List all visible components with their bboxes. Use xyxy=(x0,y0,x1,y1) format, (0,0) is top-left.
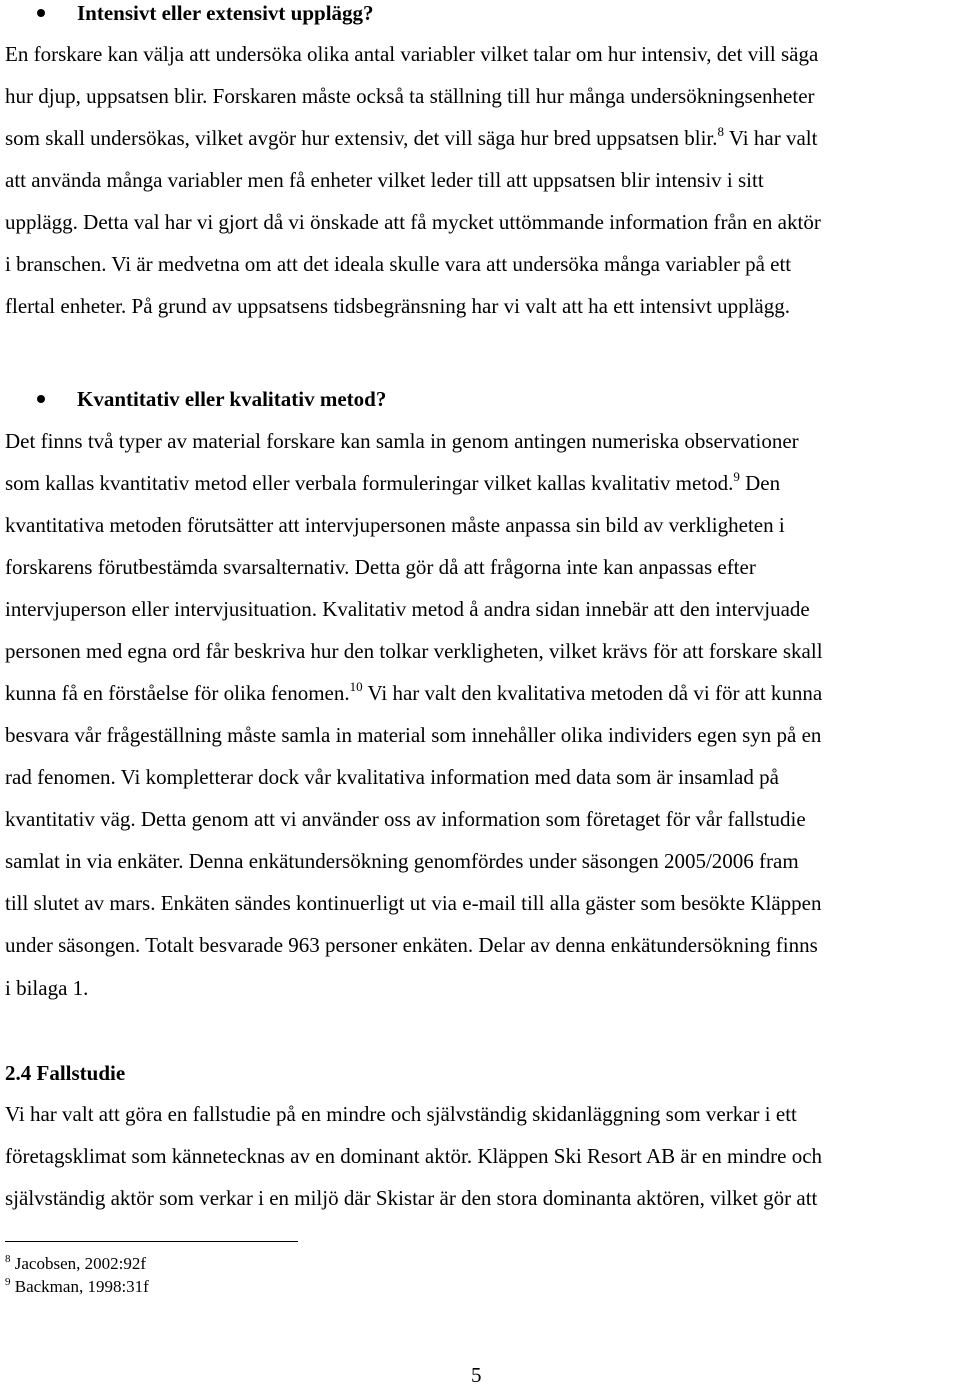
paragraph-line: personen med egna ord får beskriva hur den tolkar verkligheten, vilket krävs för att forskare skall xyxy=(5,639,823,663)
page-number: 5 xyxy=(471,1363,482,1387)
footnote-8: $^8$ Jacobsen, 2002:92f xyxy=(5,1253,147,1273)
paragraph-line: kunna få en förståelse för olika fenomen.$^{10}$ Vi har valt den kvalitativa metoden då vi för att kunna xyxy=(5,679,823,705)
paragraph-line: En forskare kan välja att undersöka olika antal variabler vilket talar om hur intensiv, det vill säga xyxy=(5,42,819,66)
bullet-icon xyxy=(37,395,45,403)
paragraph-line: Det finns två typer av material forskare kan samla in genom antingen numeriska observationer xyxy=(5,429,799,453)
paragraph-line: besvara vår frågeställning måste samla in material som innehåller olika individers egen syn på en xyxy=(5,723,822,747)
paragraph-line: upplägg. Detta val har vi gjort då vi önskade att få mycket uttömmande information från en aktör xyxy=(5,210,821,234)
paragraph-line: i bilaga 1. xyxy=(5,976,89,1000)
paragraph-line: kvantitativ väg. Detta genom att vi använder oss av information som företaget för vår fallstudie xyxy=(5,807,806,831)
paragraph-line: hur djup, uppsatsen blir. Forskaren måste också ta ställning till hur många undersökningsenheter xyxy=(5,84,815,108)
paragraph-line: till slutet av mars. Enkäten sändes kontinuerligt ut via e-mail till alla gäster som besökte Kläppen xyxy=(5,891,822,915)
paragraph-line: självständig aktör som verkar i en miljö där Skistar är den stora dominanta aktören, vilket gör att xyxy=(5,1186,818,1210)
footnote-ref-10: 10 xyxy=(349,679,363,694)
bullet-icon xyxy=(37,9,45,17)
paragraph-line: som kallas kvantitativ metod eller verbala formuleringar vilket kallas kvalitativ metod.$^9$ Den xyxy=(5,469,781,495)
paragraph-line: att använda många variabler men få enheter vilket leder till att uppsatsen blir intensiv i sitt xyxy=(5,168,764,192)
section-heading-intensive: Intensivt eller extensivt upplägg? xyxy=(77,1,374,25)
section-heading-case-study: 2.4 Fallstudie xyxy=(5,1061,126,1085)
footnote-ref-8: 8 xyxy=(717,124,725,139)
paragraph-line: kvantitativa metoden förutsätter att intervjupersonen måste anpassa sin bild av verkligheten i xyxy=(5,513,785,537)
section-heading-method: Kvantitativ eller kvalitativ metod? xyxy=(77,387,387,411)
paragraph-line: samlat in via enkäter. Denna enkätundersökning genomfördes under säsongen 2005/2006 fram xyxy=(5,849,799,873)
paragraph-line: som skall undersökas, vilket avgör hur extensiv, det vill säga hur bred uppsatsen blir.$^8$ Vi har valt xyxy=(5,124,818,150)
paragraph-line: forskarens förutbestämda svarsalternativ. Detta gör då att frågorna inte kan anpassas efter xyxy=(5,555,756,579)
paragraph-line: intervjuperson eller intervjusituation. Kvalitativ metod å andra sidan innebär att den intervjuade xyxy=(5,597,810,621)
paragraph-line: rad fenomen. Vi kompletterar dock vår kvalitativa information med data som är insamlad på xyxy=(5,765,779,789)
paragraph-line: företagsklimat som kännetecknas av en dominant aktör. Kläppen Ski Resort AB är en mindre och xyxy=(5,1144,823,1168)
footnote-9: $^9$ Backman, 1998:31f xyxy=(5,1276,149,1296)
paragraph-line: under säsongen. Totalt besvarade 963 personer enkäten. Delar av denna enkätundersökning finns xyxy=(5,933,818,957)
paragraph-line: flertal enheter. På grund av uppsatsens tidsbegränsning har vi valt att ha ett intensivt upplägg. xyxy=(5,294,790,318)
paragraph-line: Vi har valt att göra en fallstudie på en mindre och självständig skidanläggning som verkar i ett xyxy=(5,1102,797,1126)
footnote-ref-9: 9 xyxy=(733,469,740,484)
footnote-divider xyxy=(5,1241,298,1242)
paragraph-line: i branschen. Vi är medvetna om att det ideala skulle vara att undersöka många variabler på ett xyxy=(5,252,792,276)
